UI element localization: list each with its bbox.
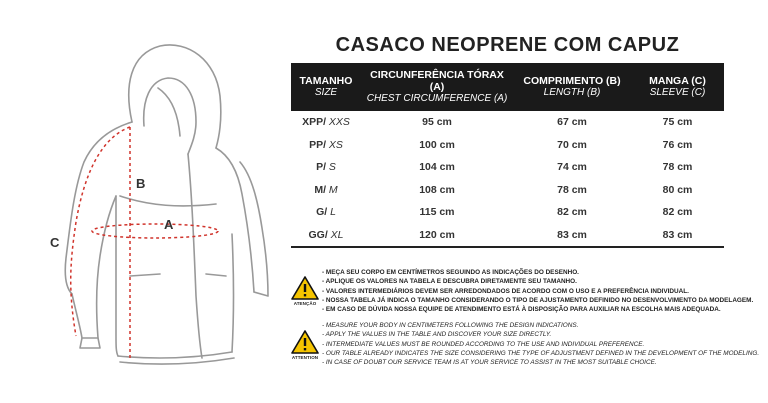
length-cell: 74 cm: [557, 161, 587, 174]
measure-label-b: B: [136, 176, 146, 191]
warning-label-en: ATTENTION: [291, 355, 319, 360]
warning-triangle-icon: [291, 330, 319, 354]
size-cell: PP/ XS: [309, 138, 343, 151]
chest-cell: 120 cm: [361, 224, 513, 248]
list-item: - MEÇA SEU CORPO EM CENTÍMETROS SEGUINDO AS INDICAÇÕES DO DESENHO.: [322, 269, 579, 276]
sleeve-cell: 76 cm: [662, 138, 693, 151]
column-header-size: TAMANHO SIZE: [291, 63, 361, 111]
size-cell: M/ M: [314, 183, 338, 196]
chest-cell: 104 cm: [419, 161, 455, 174]
sleeve-cell: 82 cm: [662, 206, 693, 219]
size-cell: G/ L: [316, 206, 336, 219]
column-header-sleeve: MANGA (C) SLEEVE (C): [631, 63, 724, 111]
list-item: - EM CASO DE DÚVIDA NOSSA EQUIPE DE ATENDIMENTO ESTÁ À DISPOSIÇÃO PARA AUXILIAR NA ESCOLHA MAIS ADEQUADA.: [322, 306, 721, 314]
list-item: - INTERMEDIATE VALUES MUST BE ROUNDED ACCORDING TO THE USE AND INDIVIDUAL PREFERENCE.: [322, 340, 645, 348]
list-item: - APLIQUE OS VALORES NA TABELA E DESCUBRA DIRETAMENTE SEU TAMANHO.: [322, 278, 577, 286]
length-cell: 82 cm: [557, 206, 587, 219]
table-row: [291, 111, 724, 134]
sleeve-cell: 78 cm: [662, 161, 693, 174]
table-row: [291, 179, 724, 202]
jacket-illustration: [20, 26, 290, 376]
table-row: [291, 156, 724, 179]
table-row: [291, 201, 724, 224]
size-cell: XPP/ XXS: [302, 116, 350, 129]
size-table: [291, 63, 724, 248]
list-item: - MEASURE YOUR BODY IN CENTIMETERS FOLLOWING THE DESIGN INDICATIONS.: [322, 322, 579, 329]
length-cell: 70 cm: [557, 138, 587, 151]
table-header-row: [291, 63, 724, 111]
column-header-chest: CIRCUNFERÊNCIA TÓRAX (A) CHEST CIRCUMFERENCE (A): [361, 63, 513, 111]
page-title: CASACO NEOPRENE COM CAPUZ: [335, 34, 680, 56]
length-cell: 67 cm: [557, 116, 587, 129]
list-item: - NOSSA TABELA JÁ INDICA O TAMANHO CONSIDERANDO O TIPO DE AJUSTAMENTO DEFINIDO NO DESENVOLVIMENTO DA MODELAGEM.: [322, 296, 754, 304]
list-item: - APPLY THE VALUES IN THE TABLE AND DISCOVER YOUR SIZE DIRECTLY.: [322, 331, 552, 339]
warning-label-pt: ATENÇÃO: [293, 301, 317, 306]
size-cell: P/ S: [316, 161, 336, 174]
measure-label-c: C: [50, 235, 60, 250]
column-header-length: COMPRIMENTO (B) LENGTH (B): [513, 63, 631, 111]
length-cell: 83 cm: [513, 224, 631, 248]
warning-triangle-icon: [291, 276, 319, 300]
table-row: [291, 134, 724, 157]
notes-list-pt: [322, 268, 753, 314]
length-cell: 78 cm: [557, 183, 587, 196]
chest-cell: 100 cm: [419, 138, 455, 151]
sleeve-cell: 75 cm: [662, 116, 693, 129]
notes-list-en: [322, 321, 759, 367]
chest-cell: 108 cm: [419, 183, 455, 196]
list-item: - OUR TABLE ALREADY INDICATES THE SIZE CONSIDERING THE TYPE OF ADJUSTMENT DEFINED IN THE DEVELOPMENT OF THE MODELING.: [322, 349, 760, 357]
sleeve-cell: 83 cm: [631, 224, 724, 248]
chest-cell: 95 cm: [422, 116, 452, 129]
measure-label-a: A: [164, 217, 174, 232]
sleeve-cell: 80 cm: [662, 183, 693, 196]
list-item: - IN CASE OF DOUBT OUR SERVICE TEAM IS AT YOUR SERVICE TO ASSIST IN THE MOST SUITABLE CHOICE.: [322, 359, 657, 367]
chest-cell: 115 cm: [419, 206, 455, 219]
size-cell: GG/ XL: [291, 224, 361, 248]
table-row: [291, 224, 724, 248]
list-item: - VALORES INTERMEDIÁRIOS DEVEM SER ARREDONDADOS DE ACORDO COM O USO E A PREFERÊNCIA INDIVIDUAL.: [322, 287, 689, 295]
